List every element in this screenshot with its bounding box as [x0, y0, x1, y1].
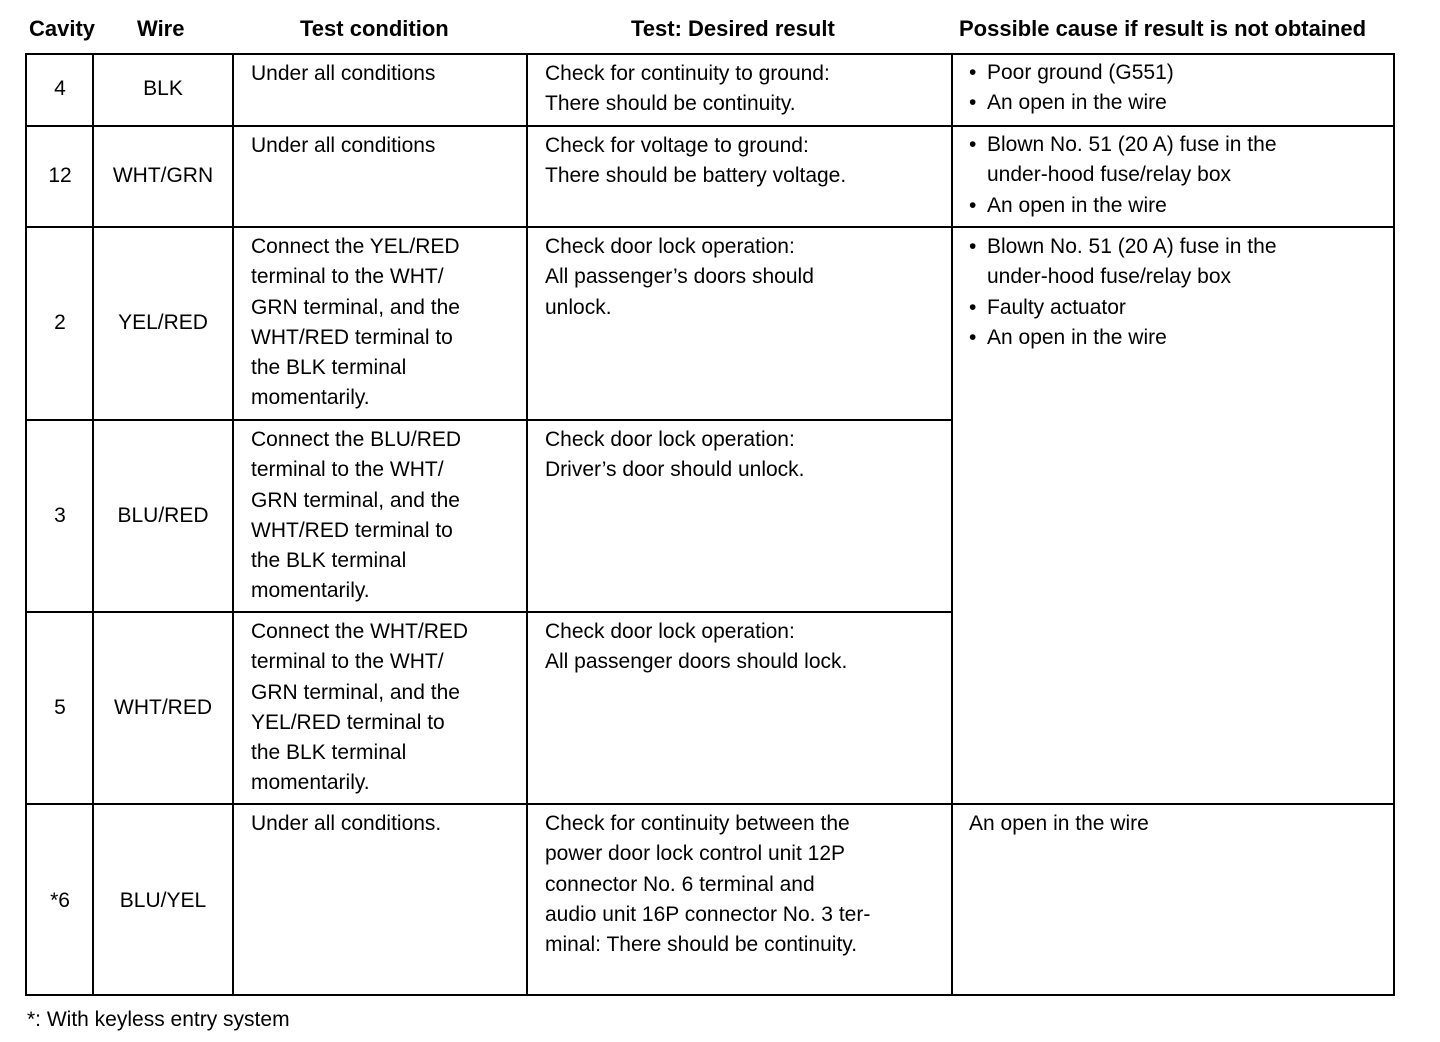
bullet-icon: • [969, 325, 977, 349]
cell-wire-row3: YEL/RED [118, 311, 208, 334]
cell-cause-row6: An open in the wire [969, 812, 1149, 835]
cell-cause-row2: • Blown No. 51 (20 A) fuse in the under-hood fuse/relay box • An open in the wire [969, 130, 1277, 221]
col-divider-2 [232, 55, 234, 994]
cell-cavity-row3: 2 [54, 311, 66, 334]
bullet-icon: • [969, 133, 977, 156]
cell-condition-row4: Connect the BLU/RED terminal to the WHT/ GRN terminal, and the WHT/RED terminal to the BLK terminal momentarily. [251, 428, 462, 603]
cell-wire-row5: WHT/RED [114, 696, 212, 719]
row-divider-1 [27, 125, 1393, 127]
row-divider-2 [27, 226, 1393, 228]
header-desired-result: Test: Desired result [631, 16, 835, 41]
row-divider-3 [27, 419, 951, 421]
header-possible-cause: Possible cause if result is not obtained [959, 16, 1367, 41]
cell-result-row3: Check door lock operation: All passenger’s doors should unlock. [545, 235, 814, 319]
row-divider-5 [27, 803, 1393, 805]
cell-wire-row4: BLU/RED [117, 504, 209, 527]
bullet-icon: • [969, 295, 977, 319]
cell-result-row6: Check for continuity between the power door lock control unit 12P connector No. 6 terminal and audio unit 16P connector No. 3 ter- minal: There should be continuity. [545, 812, 871, 957]
header-cavity: Cavity [29, 16, 96, 41]
cell-cavity-row5: 5 [54, 696, 66, 719]
cell-wire-row2: WHT/GRN [112, 164, 214, 187]
cell-result-row2: Check for voltage to ground: There should be battery voltage. [545, 134, 847, 188]
cell-result-row5: Check door lock operation: All passenger doors should lock. [545, 620, 848, 674]
bullet-icon: • [969, 193, 977, 217]
cell-condition-row6: Under all conditions. [251, 812, 442, 835]
cell-condition-row1: Under all conditions [251, 62, 436, 85]
cell-condition-row3: Connect the YEL/RED terminal to the WHT/ GRN terminal, and the WHT/RED terminal to the BLK terminal momentarily. [251, 235, 460, 410]
cell-wire-row1: BLK [143, 77, 183, 100]
cell-cavity-row4: 3 [54, 504, 66, 527]
col-divider-4 [951, 55, 953, 994]
cell-cause-row1: • Poor ground (G551) • An open in the wire [969, 58, 1174, 119]
bullet-icon: • [969, 235, 977, 258]
cell-result-row1: Check for continuity to ground: There should be continuity. [545, 62, 830, 116]
cell-cavity-row2: 12 [48, 164, 72, 187]
header-wire: Wire [137, 16, 185, 41]
cell-cause-rows-2-3-5: • Blown No. 51 (20 A) fuse in the under-hood fuse/relay box • Faulty actuator • An open in the wire [969, 232, 1277, 353]
footnote: *: With keyless entry system [27, 1008, 290, 1031]
col-divider-3 [526, 55, 528, 994]
cell-cavity-row1: 4 [54, 77, 66, 100]
header-test-condition: Test condition [300, 16, 449, 41]
cell-condition-row2: Under all conditions [251, 134, 436, 157]
cell-cavity-row6: *6 [50, 889, 70, 912]
cell-condition-row5: Connect the WHT/RED terminal to the WHT/ GRN terminal, and the YEL/RED terminal to the BLK terminal momentarily. [251, 620, 469, 795]
cell-wire-row6: BLU/YEL [119, 889, 207, 912]
bullet-icon: • [969, 91, 977, 115]
row-divider-4 [27, 611, 951, 613]
cell-result-row4: Check door lock operation: Driver’s door should unlock. [545, 428, 805, 482]
bullet-icon: • [969, 61, 977, 84]
